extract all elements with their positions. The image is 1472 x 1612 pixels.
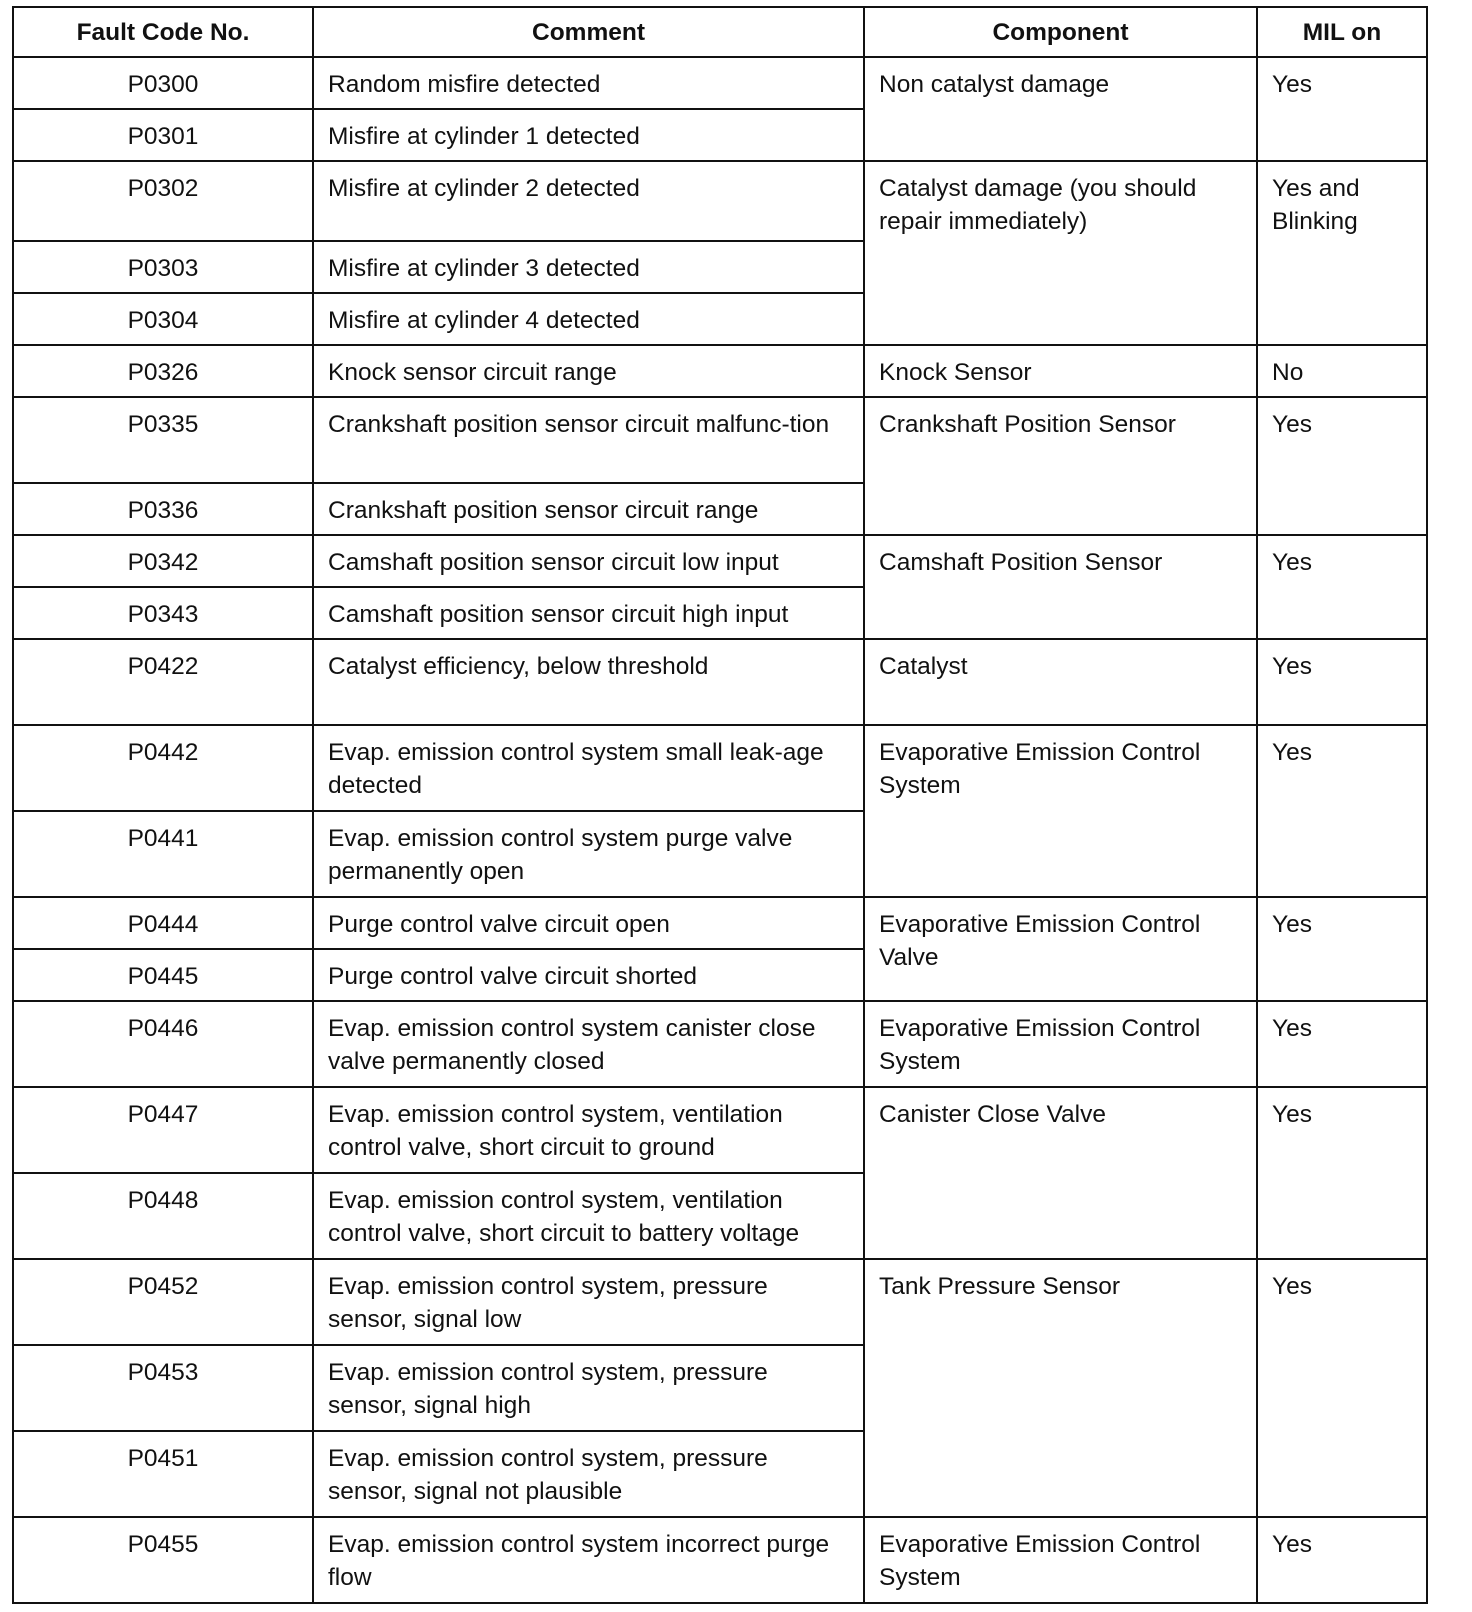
fault-code-cell: P0343 [13, 587, 313, 639]
comment-cell: Evap. emission control system incorrect purge flow [313, 1517, 864, 1603]
fault-code-cell: P0303 [13, 241, 313, 293]
component-cell: Catalyst [864, 639, 1257, 725]
fault-code-cell: P0447 [13, 1087, 313, 1173]
fault-code-sheet [12, 6, 1428, 1604]
comment-cell: Catalyst efficiency, below threshold [313, 639, 864, 725]
fault-code-table [12, 6, 1428, 1604]
header-mil-on: MIL on [1257, 7, 1427, 57]
comment-cell: Misfire at cylinder 3 detected [313, 241, 864, 293]
fault-code-cell: P0448 [13, 1173, 313, 1259]
comment-cell: Knock sensor circuit range [313, 345, 864, 397]
table-row [13, 897, 1427, 949]
header-comment: Comment [313, 7, 864, 57]
mil-cell: Yes [1257, 1087, 1427, 1259]
fault-code-cell: P0444 [13, 897, 313, 949]
table-row [13, 1259, 1427, 1345]
component-cell: Knock Sensor [864, 345, 1257, 397]
comment-cell: Evap. emission control system, pressure sensor, signal not plausible [313, 1431, 864, 1517]
comment-cell: Purge control valve circuit shorted [313, 949, 864, 1001]
fault-code-cell: P0342 [13, 535, 313, 587]
table-header-row [13, 7, 1427, 57]
fault-code-cell: P0451 [13, 1431, 313, 1517]
table-row [13, 1517, 1427, 1603]
fault-code-cell: P0442 [13, 725, 313, 811]
table-row [13, 57, 1427, 109]
header-component: Component [864, 7, 1257, 57]
table-row [13, 345, 1427, 397]
mil-cell: Yes [1257, 1259, 1427, 1517]
mil-cell: Yes [1257, 725, 1427, 897]
table-row [13, 535, 1427, 587]
fault-code-cell: P0326 [13, 345, 313, 397]
fault-code-cell: P0301 [13, 109, 313, 161]
table-row [13, 397, 1427, 483]
component-cell: Catalyst damage (you should repair immediately) [864, 161, 1257, 345]
comment-cell: Crankshaft position sensor circuit malfunc-tion [313, 397, 864, 483]
fault-code-cell: P0336 [13, 483, 313, 535]
fault-code-cell: P0453 [13, 1345, 313, 1431]
component-cell: Non catalyst damage [864, 57, 1257, 161]
mil-cell: Yes [1257, 639, 1427, 725]
component-cell: Evaporative Emission Control Valve [864, 897, 1257, 1001]
mil-cell: Yes [1257, 57, 1427, 161]
comment-cell: Evap. emission control system canister close valve permanently closed [313, 1001, 864, 1087]
comment-cell: Misfire at cylinder 1 detected [313, 109, 864, 161]
table-row [13, 1001, 1427, 1087]
mil-cell: Yes [1257, 535, 1427, 639]
comment-cell: Misfire at cylinder 4 detected [313, 293, 864, 345]
comment-cell: Camshaft position sensor circuit low input [313, 535, 864, 587]
comment-cell: Misfire at cylinder 2 detected [313, 161, 864, 241]
comment-cell: Evap. emission control system purge valve permanently open [313, 811, 864, 897]
comment-cell: Purge control valve circuit open [313, 897, 864, 949]
comment-cell: Crankshaft position sensor circuit range [313, 483, 864, 535]
component-cell: Camshaft Position Sensor [864, 535, 1257, 639]
mil-cell: Yes [1257, 1001, 1427, 1087]
mil-cell: No [1257, 345, 1427, 397]
comment-cell: Camshaft position sensor circuit high input [313, 587, 864, 639]
fault-code-cell: P0302 [13, 161, 313, 241]
comment-cell: Evap. emission control system, ventilation control valve, short circuit to battery voltage [313, 1173, 864, 1259]
mil-cell: Yes [1257, 1517, 1427, 1603]
header-fault-code: Fault Code No. [13, 7, 313, 57]
component-cell: Tank Pressure Sensor [864, 1259, 1257, 1517]
fault-code-cell: P0441 [13, 811, 313, 897]
comment-cell: Random misfire detected [313, 57, 864, 109]
table-row [13, 725, 1427, 811]
table-row [13, 1087, 1427, 1173]
component-cell: Evaporative Emission Control System [864, 1001, 1257, 1087]
fault-code-cell: P0300 [13, 57, 313, 109]
fault-code-cell: P0422 [13, 639, 313, 725]
mil-cell: Yes and Blinking [1257, 161, 1427, 345]
comment-cell: Evap. emission control system, ventilation control valve, short circuit to ground [313, 1087, 864, 1173]
component-cell: Crankshaft Position Sensor [864, 397, 1257, 535]
comment-cell: Evap. emission control system small leak-age detected [313, 725, 864, 811]
fault-code-cell: P0446 [13, 1001, 313, 1087]
comment-cell: Evap. emission control system, pressure sensor, signal low [313, 1259, 864, 1345]
comment-cell: Evap. emission control system, pressure sensor, signal high [313, 1345, 864, 1431]
fault-code-cell: P0452 [13, 1259, 313, 1345]
component-cell: Evaporative Emission Control System [864, 1517, 1257, 1603]
table-row [13, 639, 1427, 725]
mil-cell: Yes [1257, 897, 1427, 1001]
fault-code-cell: P0335 [13, 397, 313, 483]
fault-code-cell: P0445 [13, 949, 313, 1001]
component-cell: Evaporative Emission Control System [864, 725, 1257, 897]
mil-cell: Yes [1257, 397, 1427, 535]
fault-code-cell: P0304 [13, 293, 313, 345]
component-cell: Canister Close Valve [864, 1087, 1257, 1259]
fault-code-cell: P0455 [13, 1517, 313, 1603]
